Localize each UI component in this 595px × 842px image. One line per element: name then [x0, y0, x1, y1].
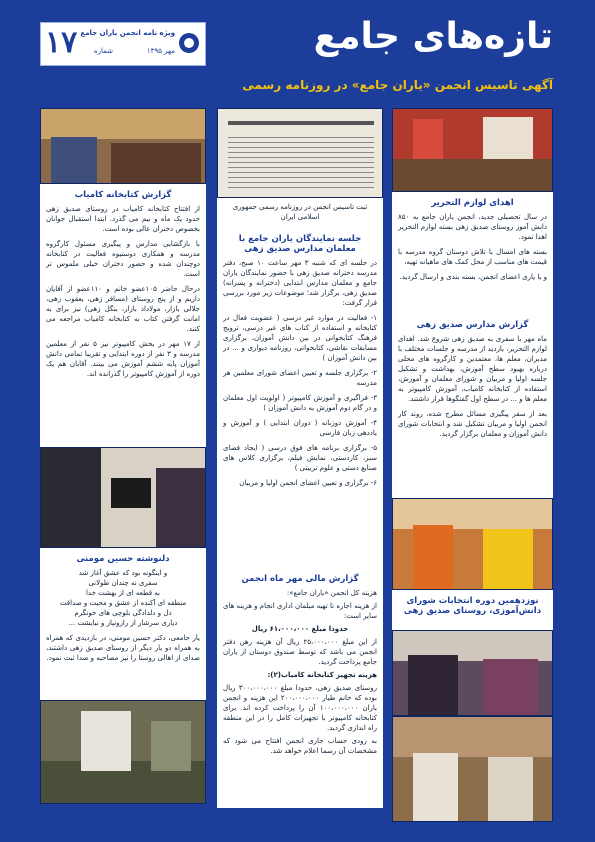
- library-report: [40, 184, 206, 447]
- gazette-caption: [217, 198, 383, 228]
- poem-line: دیاری سرشار از رازونیاز و نیایشت ...: [68, 619, 178, 627]
- gazette-document-photo: [217, 108, 383, 198]
- library-title: گزارش کتابخانه کامیاب: [74, 190, 172, 200]
- schools-title: گزارش مدارس صدیق زهی: [416, 320, 529, 330]
- masthead-title: تازه‌های جامع: [313, 16, 553, 57]
- finance-line: حدودا مبلغ ۶۱،۰۰۰،۰۰۰ ریال: [251, 625, 349, 633]
- schools-paragraph: بعد از سفر پیگیری مسائل مطرح شده، روند کار انجمن اولیا و مربیان تشکیل شد و انتخابات شورای دانش آموزان و معلمان برگزار گردید.: [398, 410, 547, 438]
- association-logo-icon: [179, 33, 199, 53]
- poem-line: دل و دلدادگی بلوچی های خونگرم: [74, 609, 172, 617]
- meeting-item: ۱- فعالیت در موارد غیر درسی ( عضویت فعال در کتابخانه و استفاده از کتاب های غیر درسی، ترویج فرهنگ کتابخوانی در بین دانش آموزان، برگزاری مسابقات نقاشی، کتابخوانی، روزنامه دیواری و ... در بین دانش آموزان ): [223, 314, 377, 362]
- poem-line: سفری نه چندان طولانی: [88, 579, 158, 587]
- momeni-note: [40, 548, 206, 700]
- stationery-paragraph: و با یاری اعضای انجمن، بسته بندی و ارسال گردید.: [399, 273, 547, 281]
- visit-photo: [40, 700, 206, 804]
- meeting-item: ۶- برگزاری و تعیین اعضای انجمن اولیا و مربیان: [239, 479, 377, 487]
- date-line: مهر ۱۳۹۵: [146, 47, 175, 55]
- finance-title: گزارش مالی مهر ماه انجمن: [241, 574, 359, 584]
- meeting-item: ۲- برگزاری جلسه و تعیین اعضای شورای معلمین هر مدرسه: [223, 369, 377, 387]
- stationery-photo: [392, 108, 553, 192]
- election-header: [392, 590, 553, 630]
- obit-paragraph: یار جامعی، دکتر حسین مومنی، در بازدیدی که همراه به همراه دو یار دیگر از روستای صدیق زهی داشتند، صدای از اهالی روستا را نیز مصاحبه و صدا ثبت نمود.: [46, 634, 200, 662]
- left-column: [40, 108, 206, 842]
- meeting-intro: در جلسه ای که شنبه ۳ مهر ساعت ۱۰ صبح، دفتر مدرسه دخترانه صدیق زهی با حضور نمایندگان یاران جامع و معلمان مدارس ابتدایی (دخترانه و پسرانه) صدیق زهی، برگزار شد؛ موضوعات زیر مورد بررسی قرار گرفت:: [223, 259, 378, 307]
- issue-badge: [40, 22, 206, 66]
- meeting-title: جلسه نمایندگان یاران جامع با معلمان مدارس صدیق زهی: [238, 234, 362, 254]
- meeting-report: [217, 228, 383, 568]
- poem-line: منطقه ای آکنده از عشق و محبت و صداقت: [59, 599, 187, 607]
- stationery-report: [392, 192, 553, 314]
- finance-line: از هزینه اجاره تا تهیه مبلمان اداری انجام و هزینه های سایر است:: [223, 602, 377, 620]
- middle-column: [217, 108, 383, 842]
- meeting-item: ۳- فراگیری و آموزش کامپیوتر ( اولویت اول معلمان و در گام دوم آموزش به دانش آموزان ): [223, 394, 377, 412]
- finance-line: به زودی حساب جاری انجمن افتتاح می شود که مشخصات آن رسما اعلام خواهد شد.: [223, 737, 377, 755]
- finance-line: از این مبلغ ۲۵،۰۰۰،۰۰۰ ریال آن هزینه رهن دفتر انجمن می باشد که توسط صندوق دوستان از یاران جامع پرداخت گردید.: [223, 638, 377, 666]
- doc-caption: ثبت تاسیس انجمن در روزنامه رسمی جمهوری اسلامی ایران: [232, 203, 368, 221]
- obit-title: دلنوشته حسین مومنی: [76, 554, 170, 564]
- library-paragraph: درحال حاضر ۱۰۵عضو خانم و ۱۱۰عضو از آقایان داریم و از پنج روستای (مسافر زهی، یعقوب زهی، جلالی بازار، مولاداد بازار، بنگل زهی) نیز برای به امانت گرفتن کتاب به کتابخانه کامیاب مراجعه می کنند.: [46, 285, 200, 333]
- poem-line: به قطعه ای از بهشت خدا: [85, 589, 161, 597]
- finance-report: [217, 568, 383, 808]
- finance-line: هزینه تجهیز کتابخانه کامیاب(۲):: [267, 671, 377, 679]
- library-paragraph: با بازگشایی مدارس و پیگیری مسئول کارگروه مدرسه و همکاری دوستیوه فعالیت در کتابخانه دوچندان شده و حضور دختران خیلی ملموس تر است.: [46, 240, 200, 278]
- finance-line: روستای صدیق زهی، حدودا مبلغ ۳۰۰،۰۰۰،۰۰۰ ریال بوده که خانم طیار ۲۰۰،۰۰۰،۰۰۰ این هزینه و انجمن یاران ۱۰۰،۰۰۰،۰۰۰ آن را پرداخت کرده اند. برای کتابخانه کامپیوتر با تجهیزات کامل را در این منطقه راه اندازی گردید.: [223, 684, 377, 732]
- schools-paragraph: ماه مهر با سفری به صدیق زهی شروع شد. اهدای لوازم التحریر، بازدید از مدرسه و جلسات مختلف با مدیران، معلم ها، معتمدین و کارگروه های محلی درباره بهبود سطح آموزش، بهداشت و تشکیل جلسه اولیا و مربیان و شورای معلمان و آموزش، استفاده از کتابخانه کامیاب، آموزش کامپیوتر به معلم ها و ... در سطح اول گفتگوها قرار داشتند.: [398, 335, 547, 403]
- students-photo: [392, 498, 553, 590]
- issue-number: ۱۷: [45, 25, 78, 60]
- library-photo: [40, 108, 206, 184]
- meeting-item: ۵- برگزاری برنامه های فوق درسی ( ایجاد فضای سبز، کاردستی، نمایش فیلم، برگزاری کلاس های صنایع دستی و علوم تربیتی ): [223, 444, 377, 472]
- issue-label: شماره: [93, 47, 113, 55]
- computer-class-photo: [40, 447, 206, 548]
- stationery-paragraph: بسته های امسال با تلاش دوستان گروه مدرسه با قیمت های مناسب از محل کمک های ماهیانه تهیه،: [398, 248, 547, 266]
- election-title: نوزدهمین دوره انتخابات شورای دانش‌آموزی، روستای صدیق زهی: [403, 596, 542, 616]
- stationery-title: اهدای لوازم التحریر: [431, 198, 514, 208]
- headline-subtitle: آگهی تاسیس انجمن «یاران جامع» در روزنامه رسمی: [242, 78, 553, 92]
- right-column: [392, 108, 553, 842]
- library-paragraph: از افتتاح کتابخانه کامیاب در روستای صدیق زهی حدود یک ماه و نیم می گذرد. ابتدا استقبال جوانان بخصوص دختران عالی بوده است.: [46, 205, 200, 233]
- children-photo: [392, 716, 553, 822]
- newsletter-line: ویژه نامه انجمن یاران جامع: [80, 29, 175, 37]
- election-photo: [392, 630, 553, 716]
- library-paragraph: از ۱۷ مهر در بخش کامپیوتر نیز ۵ نفر از معلمین مدرسه و ۳ نفر از دوره ابتدایی و تقریبا تمامی دانش آموزان پایه ششم آموزش می بینند. آقایان هم یک دوره از آموزش کامپیوتر را گذرانده اند.: [46, 340, 200, 378]
- poem-line: و اینگونه بود که عشق آغاز شد: [78, 569, 168, 577]
- schools-report: [392, 314, 553, 498]
- meeting-item: ۴- آموزش دوزبانه ( دوران ابتدایی ) و آموزش و یاددهی زبان فارسی: [223, 419, 377, 437]
- stationery-paragraph: در سال تحصیلی جدید، انجمن یاران جامع به ۸۵۰ دانش آموز روستای صدیق زهی بسته لوازم التحریر اهدا نمود.: [398, 213, 547, 241]
- finance-line: هزینه کل انجمن «یاران جامع»:: [286, 589, 377, 597]
